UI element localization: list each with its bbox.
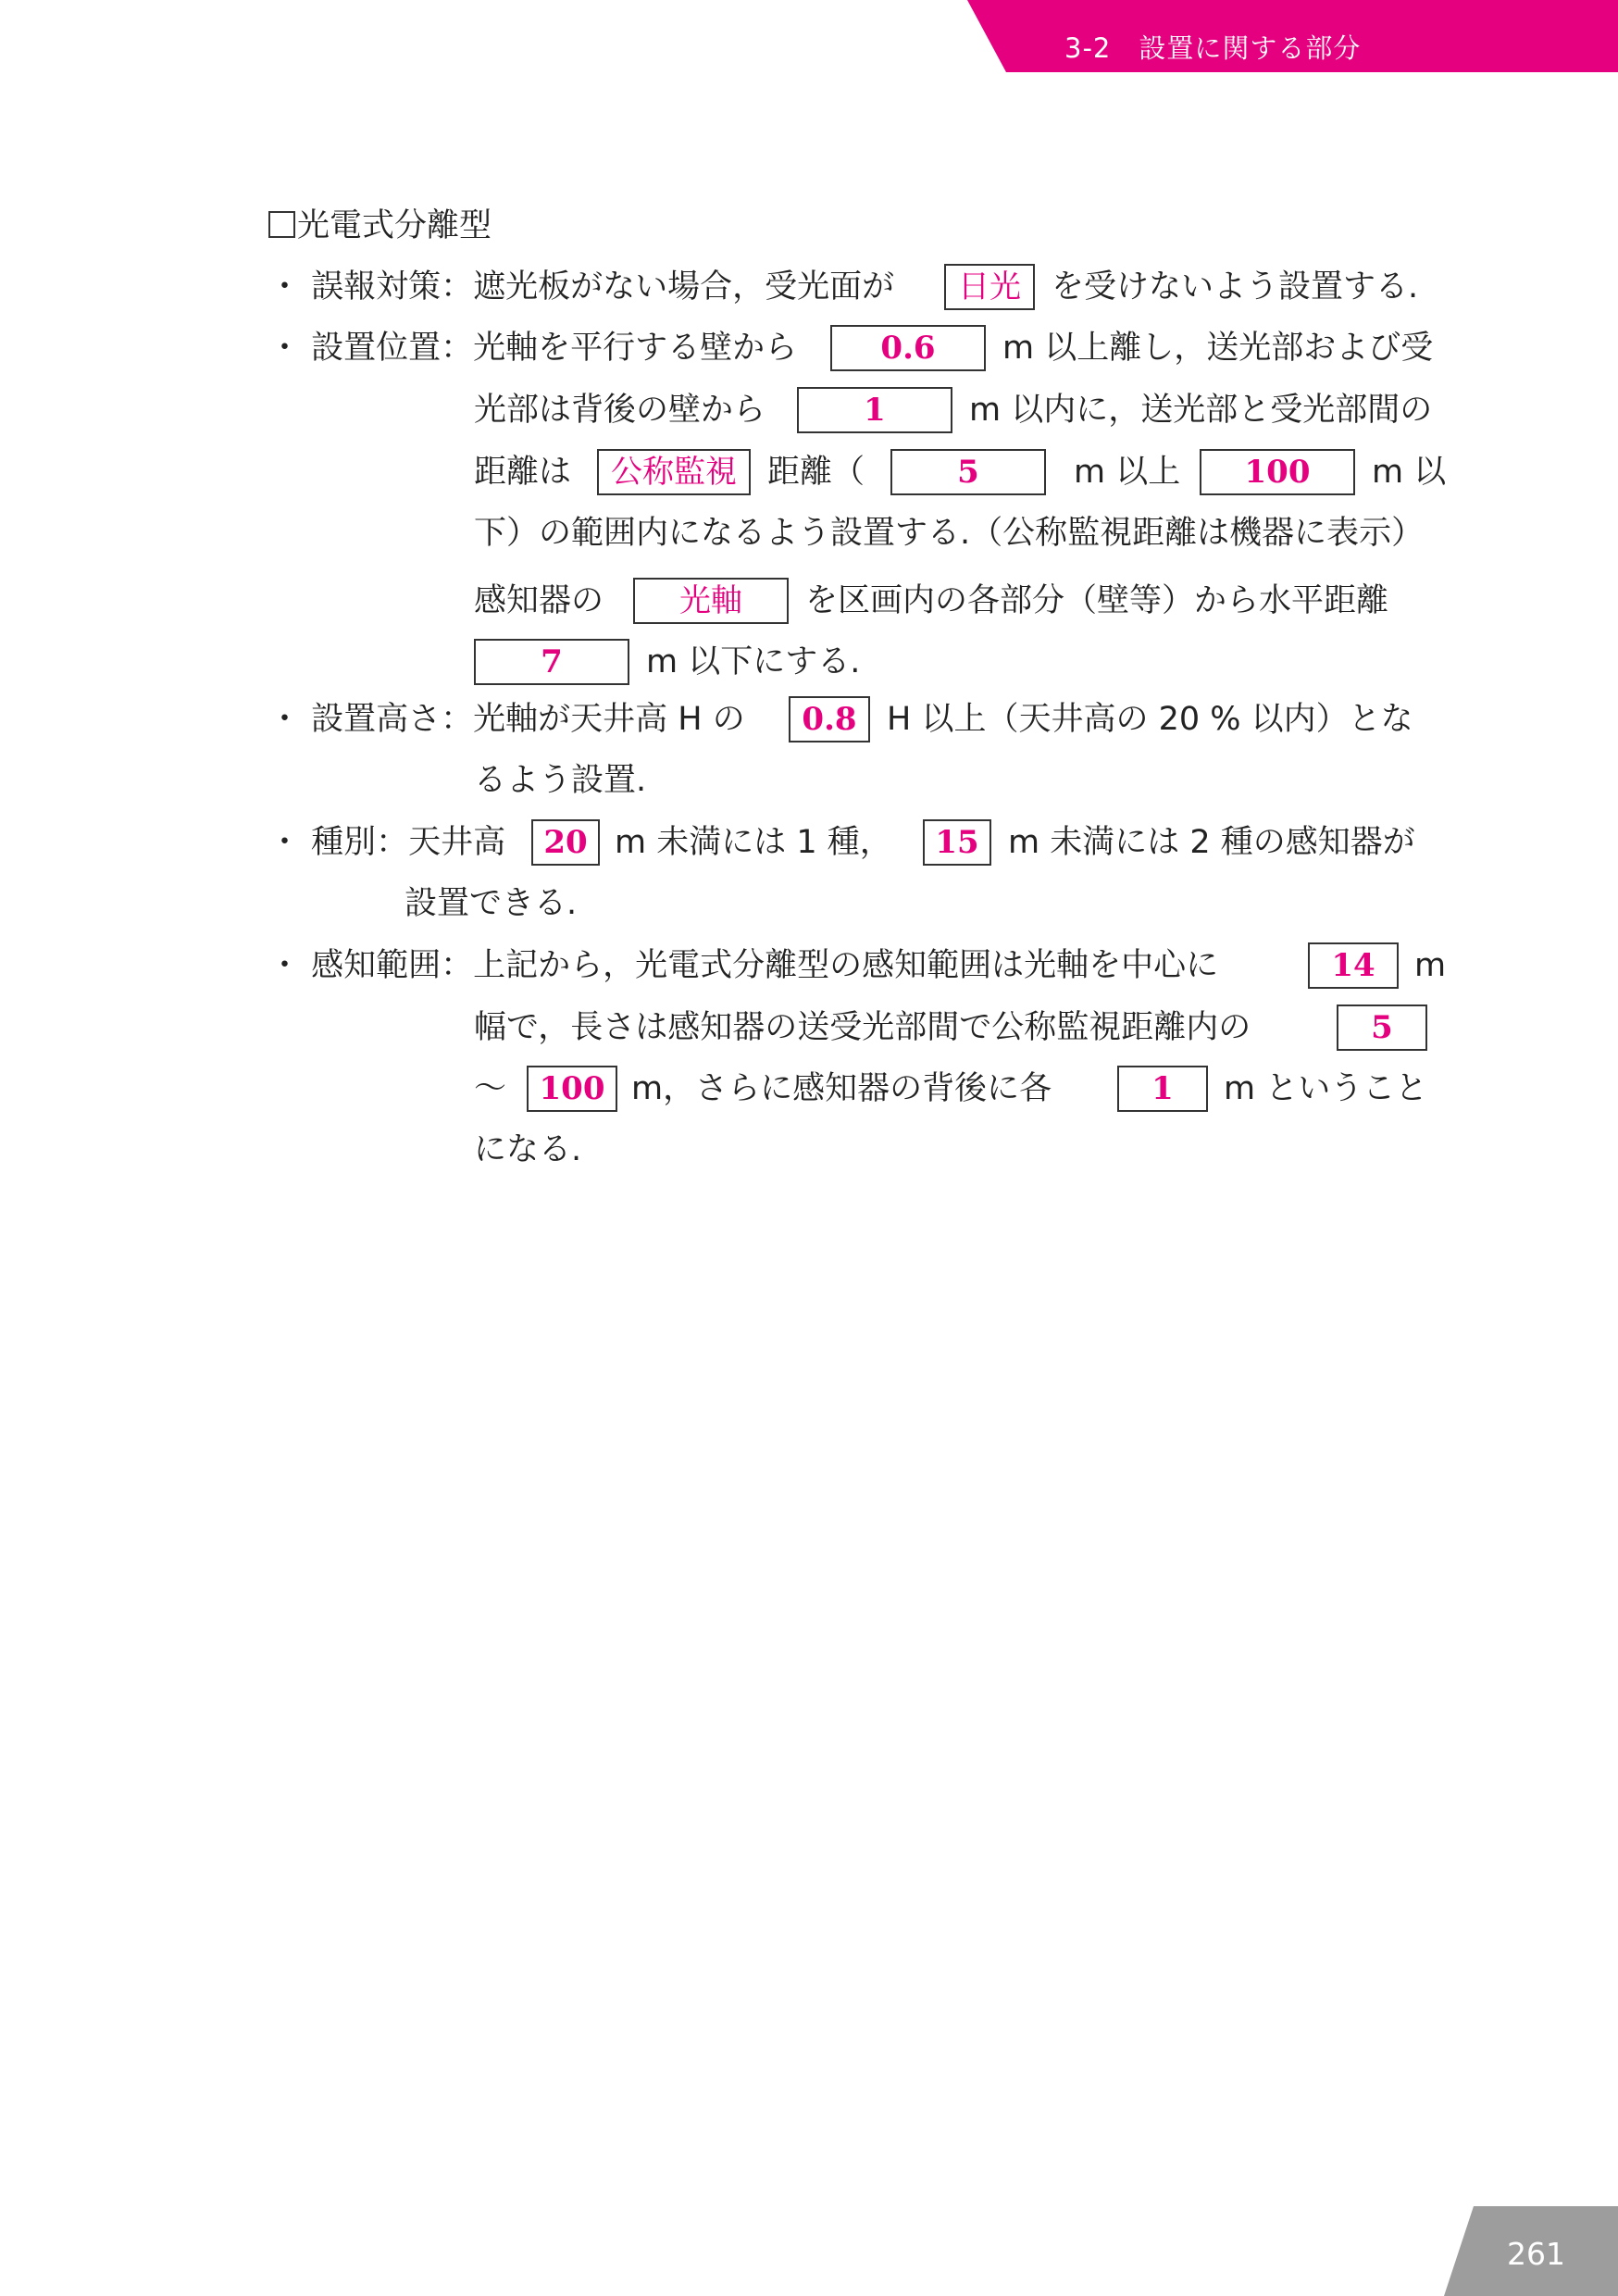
text-line: m ということ bbox=[1224, 1070, 1428, 1107]
section-header-title: 3-2 設置に関する部分 bbox=[1064, 32, 1362, 64]
text-line: ・ 設置位置：光軸を平行する壁から bbox=[268, 330, 798, 367]
answer-box: 1 bbox=[797, 387, 952, 433]
answer-box: 5 bbox=[1337, 1004, 1427, 1051]
answer-box: 100 bbox=[527, 1066, 617, 1112]
checkbox-square-icon bbox=[268, 211, 295, 238]
text-line: m 未満には 1 種， bbox=[615, 824, 892, 861]
answer-box: 7 bbox=[474, 639, 629, 685]
text-line: 距離は bbox=[474, 454, 572, 491]
text-line: m 以下にする. bbox=[646, 643, 861, 680]
text-line: m 以上 bbox=[1074, 454, 1181, 491]
text-line: 距離（ bbox=[767, 454, 865, 491]
text-line: m 以内に，送光部と受光部間の bbox=[969, 392, 1433, 429]
answer-box: 5 bbox=[890, 449, 1046, 495]
page-number: 261 bbox=[1507, 2236, 1565, 2272]
text-line: m 以上離し，送光部および受 bbox=[1002, 330, 1434, 367]
text-line: ・ 種別：天井高 bbox=[268, 824, 506, 861]
text-line: を区画内の各部分（壁等）から水平距離 bbox=[805, 582, 1389, 619]
text-line: 設置できる. bbox=[404, 885, 578, 922]
answer-box: 0.6 bbox=[830, 325, 986, 371]
answer-box: 20 bbox=[531, 819, 600, 866]
text-line: るよう設置. bbox=[474, 762, 647, 799]
answer-box: 1 bbox=[1117, 1066, 1208, 1112]
answer-box: 15 bbox=[923, 819, 991, 866]
answer-box: 日光 bbox=[944, 264, 1035, 310]
text-line: H 以上（天井高の 20 % 以内）とな bbox=[887, 701, 1413, 738]
answer-box: 0.8 bbox=[789, 696, 870, 742]
text-line: ・ 感知範囲：上記から，光電式分離型の感知範囲は光軸を中心に bbox=[268, 947, 1219, 984]
text-line: m，さらに感知器の背後に各 bbox=[631, 1070, 1052, 1107]
text-line: m bbox=[1414, 947, 1447, 984]
text-line: を受けないよう設置する. bbox=[1052, 268, 1419, 306]
answer-box: 14 bbox=[1308, 942, 1399, 989]
text-line: 下）の範囲内になるよう設置する.（公称監視距離は機器に表示） bbox=[474, 515, 1425, 552]
text-line: になる. bbox=[474, 1131, 582, 1168]
answer-box: 公称監視 bbox=[597, 449, 751, 495]
answer-box: 100 bbox=[1200, 449, 1355, 495]
text-line: 光部は背後の壁から bbox=[474, 392, 766, 429]
text-line: m 以 bbox=[1372, 454, 1447, 491]
text-line: ・ 誤報対策：遮光板がない場合，受光面が bbox=[268, 268, 895, 306]
text-line: ・ 設置高さ：光軸が天井高 H の bbox=[268, 701, 745, 738]
text-line: ～ bbox=[474, 1070, 507, 1107]
text-line: 感知器の bbox=[474, 582, 604, 619]
text-line: 幅で，長さは感知器の送受光部間で公称監視距離内の bbox=[474, 1009, 1251, 1046]
answer-box: 光軸 bbox=[633, 578, 789, 624]
section-title: 光電式分離型 bbox=[268, 207, 492, 244]
text-line: m 未満には 2 種の感知器が bbox=[1008, 824, 1415, 861]
